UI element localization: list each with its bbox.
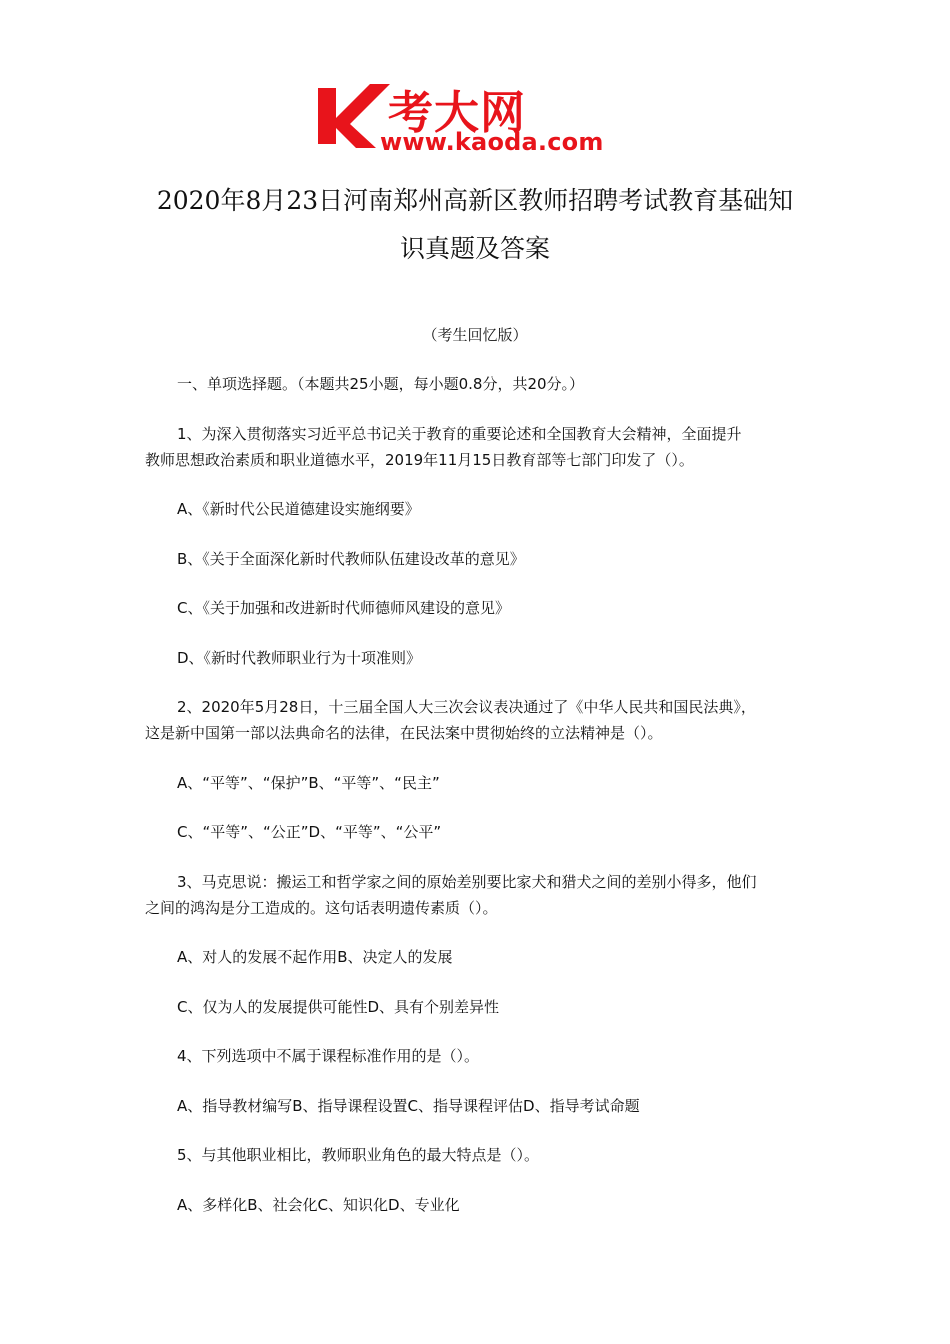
q3-stem-line-2: 之间的鸿沟是分工造成的。这句话表明遗传素质（）。 — [145, 899, 498, 917]
q4-options: A、指导教材编写B、指导课程设置C、指导课程评估D、指导考试命题 — [177, 1097, 640, 1115]
q3-options-cd: C、仅为人的发展提供可能性D、具有个别差异性 — [177, 998, 500, 1016]
q1-stem-line-2: 教师思想政治素质和职业道德水平，2019年11月15日教育部等七部门印发了（）。 — [145, 451, 694, 469]
q1-option-b: B、《关于全面深化新时代教师队伍建设改革的意见》 — [177, 550, 525, 568]
q1-option-c: C、《关于加强和改进新时代师德师风建设的意见》 — [177, 599, 510, 617]
section-heading: 一、单项选择题。（本题共25小题，每小题0.8分，共20分。） — [177, 375, 585, 393]
q4-stem: 4、下列选项中不属于课程标准作用的是（）。 — [177, 1047, 480, 1065]
logo-url: www.kaoda.com — [380, 128, 604, 156]
q3-stem-line-1: 3、马克思说：搬运工和哲学家之间的原始差别要比家犬和猎犬之间的差别小得多，他们 — [177, 873, 757, 891]
q2-stem-line-1: 2、2020年5月28日，十三届全国人大三次会议表决通过了《中华人民共和国民法典》， — [177, 698, 756, 716]
q5-stem: 5、与其他职业相比，教师职业角色的最大特点是（）。 — [177, 1146, 540, 1164]
q2-stem-line-2: 这是新中国第一部以法典命名的法律，在民法案中贯彻始终的立法精神是（）。 — [145, 724, 663, 742]
q2-options-ab: A、“平等”、“保护”B、“平等”、“民主” — [177, 774, 440, 792]
subtitle: （考生回忆版） — [422, 326, 528, 344]
q1-option-a: A、《新时代公民道德建设实施纲要》 — [177, 500, 420, 518]
q5-options: A、多样化B、社会化C、知识化D、专业化 — [177, 1196, 460, 1214]
document-title-line-1: 2020年8月23日河南郑州高新区教师招聘考试教育基础知 — [156, 186, 794, 215]
document-title-line-2: 识真题及答案 — [399, 234, 550, 263]
kaoda-logo — [318, 80, 648, 160]
q1-stem-line-1: 1、为深入贯彻落实习近平总书记关于教育的重要论述和全国教育大会精神，全面提升 — [177, 425, 742, 443]
q2-options-cd: C、“平等”、“公正”D、“平等”、“公平” — [177, 823, 442, 841]
q1-option-d: D、《新时代教师职业行为十项准则》 — [177, 649, 422, 667]
q3-options-ab: A、对人的发展不起作用B、决定人的发展 — [177, 948, 453, 966]
logo-brand-name: 考大网 — [388, 86, 527, 139]
